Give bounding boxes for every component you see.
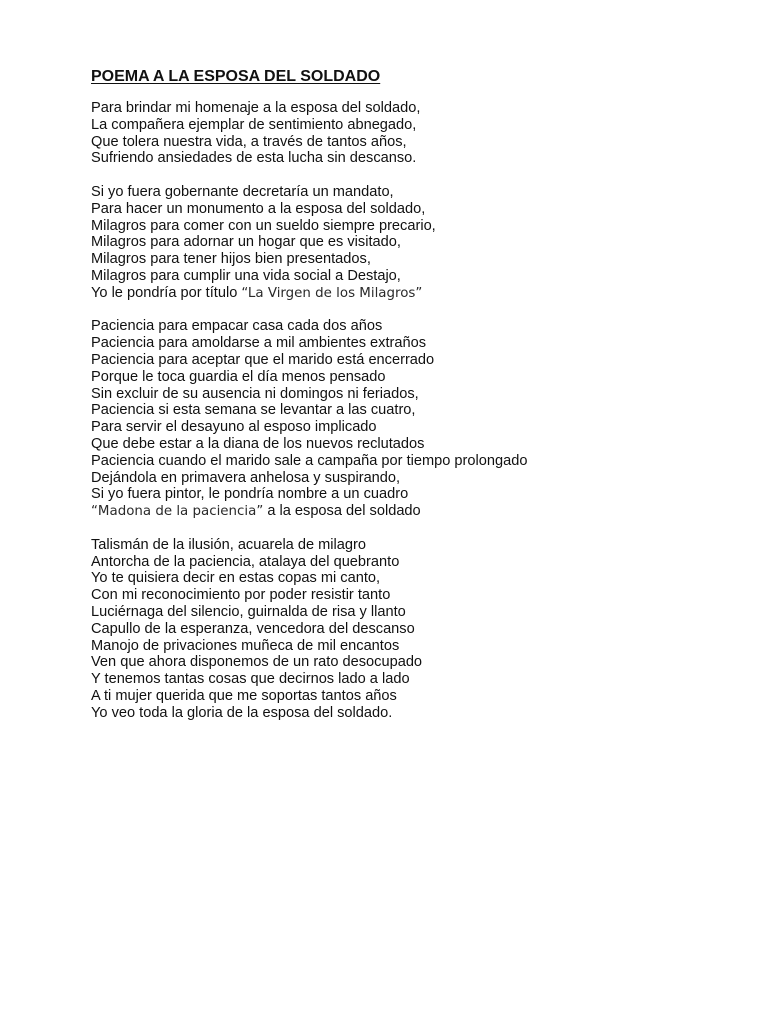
poem-line-quoted — [91, 285, 751, 302]
poem-title: POEMA A LA ESPOSA DEL SOLDADO — [91, 68, 381, 85]
poem-line: Que debe estar a la diana de los nuevos reclutados — [91, 435, 425, 452]
poem-line: Milagros para cumplir una vida social a Destajo, — [91, 267, 401, 284]
stanza-2 — [91, 184, 751, 302]
poem-line: Manojo de privaciones muñeca de mil encantos — [91, 637, 400, 654]
stanza-3 — [91, 318, 751, 520]
poem-line: Si yo fuera pintor, le pondría nombre a un cuadro — [91, 486, 409, 503]
poem-line: Paciencia si esta semana se levantar a las cuatro, — [91, 402, 416, 419]
poem-line: Paciencia para aceptar que el marido está encerrado — [91, 351, 435, 368]
line-text: a la esposa del soldado — [263, 503, 421, 520]
poem-line: Con mi reconocimiento por poder resistir tanto — [91, 587, 391, 604]
poem-line: Antorcha de la paciencia, atalaya del quebranto — [91, 553, 400, 570]
poem — [91, 66, 751, 738]
poem-line-quoted — [91, 503, 751, 520]
poem-line: Ven que ahora disponemos de un rato desocupado — [91, 654, 423, 671]
poem-line: Dejándola en primavera anhelosa y suspirando, — [91, 469, 401, 486]
quoted-title: “La Virgen de los Milagros” — [241, 285, 423, 301]
quoted-title: “Madona de la paciencia” — [91, 504, 264, 520]
poem-line: Para servir el desayuno al esposo implicado — [91, 419, 377, 436]
poem-line: Y tenemos tantas cosas que decirnos lado a lado — [91, 671, 410, 688]
poem-line: Yo te quisiera decir en estas copas mi canto, — [91, 570, 381, 587]
poem-line: Porque le toca guardia el día menos pensado — [91, 368, 386, 385]
poem-line: Para brindar mi homenaje a la esposa del soldado, — [91, 100, 421, 116]
poem-line: Capullo de la esperanza, vencedora del descanso — [91, 620, 415, 637]
poem-line: Paciencia cuando el marido sale a campaña por tiempo prolongado — [91, 452, 528, 469]
poem-line: Sin excluir de su ausencia ni domingos ni feriados, — [91, 385, 419, 402]
poem-line: Luciérnaga del silencio, guirnalda de risa y llanto — [91, 603, 406, 620]
poem-line: Si yo fuera gobernante decretaría un mandato, — [91, 183, 394, 200]
stanza-4 — [91, 537, 751, 722]
poem-line: Milagros para comer con un sueldo siempre precario, — [91, 217, 436, 234]
poem-line: La compañera ejemplar de sentimiento abnegado, — [91, 116, 417, 133]
poem-line: Que tolera nuestra vida, a través de tantos años, — [91, 133, 407, 150]
poem-line: Paciencia para amoldarse a mil ambientes extraños — [91, 335, 427, 352]
poem-line: Para hacer un monumento a la esposa del soldado, — [91, 200, 426, 217]
poem-line: Yo veo toda la gloria de la esposa del soldado. — [91, 704, 393, 721]
line-text: Yo le pondría por título — [91, 284, 242, 301]
poem-line: Milagros para tener hijos bien presentados, — [91, 251, 371, 268]
stanza-1 — [91, 100, 751, 167]
poem-line: Milagros para adornar un hogar que es visitado, — [91, 234, 401, 251]
poem-line: Paciencia para empacar casa cada dos años — [91, 318, 383, 335]
poem-line: A ti mujer querida que me soportas tantos años — [91, 687, 397, 704]
poem-line: Talismán de la ilusión, acuarela de milagro — [91, 536, 366, 553]
poem-line: Sufriendo ansiedades de esta lucha sin descanso. — [91, 150, 417, 167]
